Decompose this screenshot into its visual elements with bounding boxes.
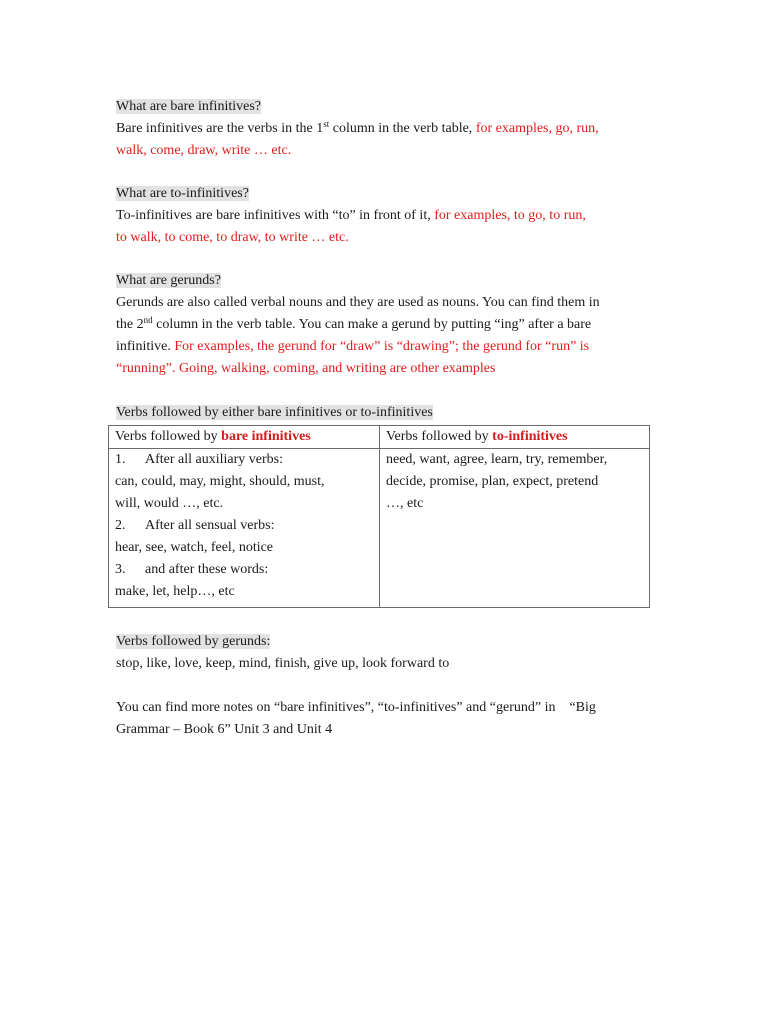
notes-line-2: Grammar – Book 6” Unit 3 and Unit 4 <box>116 722 333 737</box>
gerunds-examples-cont: “running”. Going, walking, coming, and writing are other examples <box>116 361 496 376</box>
list-item: 3. and after these words: <box>115 562 269 577</box>
list-item: 1. After all auxiliary verbs: <box>115 452 284 467</box>
gerund-verbs-list: stop, like, love, keep, mind, finish, give up, look forward to <box>116 656 450 671</box>
gerunds-section <box>116 270 656 380</box>
bare-infinitives-heading: What are bare infinitives? <box>116 99 261 114</box>
to-infinitives-examples-cont: to walk, to come, to draw, to write … etc. <box>116 230 349 245</box>
bare-infinitives-examples: for examples, go, run, <box>475 121 599 136</box>
gerunds-line-3: infinitive. For examples, the gerund for “draw” is “drawing”; the gerund for “run” is <box>116 339 590 354</box>
bare-infinitive-cell: 1. After all auxiliary verbs: can, could, may, might, should, must, will, would …, etc. 2. After all sensual verbs: hear, see, watch, feel, notice 3. and after these words: make, let, help…, etc <box>109 449 380 608</box>
bare-infinitives-section <box>116 96 656 162</box>
table-heading: Verbs followed by either bare infinitives or to-infinitives <box>116 405 433 420</box>
verbs-table <box>108 425 650 608</box>
table-section-heading <box>116 402 656 424</box>
to-infinitive-cell: need, want, agree, learn, try, remember, decide, promise, plan, expect, pretend …, etc <box>380 449 650 608</box>
gerunds-heading: What are gerunds? <box>116 273 221 288</box>
to-infinitives-line-1: To-infinitives are bare infinitives with “to” in front of it, for examples, to go, to run, <box>116 208 586 223</box>
notes-section <box>116 697 656 741</box>
bare-infinitives-examples-cont: walk, come, draw, write … etc. <box>116 143 292 158</box>
list-item: 2. After all sensual verbs: <box>115 518 275 533</box>
to-infinitives-examples: for examples, to go, to run, <box>434 208 586 223</box>
to-infinitives-section <box>116 183 656 249</box>
table-row <box>109 449 650 608</box>
table-header-bare: Verbs followed by bare infinitives <box>109 426 380 449</box>
to-infinitives-heading: What are to-infinitives? <box>116 186 249 201</box>
gerunds-examples: For examples, the gerund for “draw” is “drawing”; the gerund for “run” is <box>174 339 590 354</box>
gerund-verbs-section <box>116 631 656 675</box>
table-header-to: Verbs followed by to-infinitives <box>380 426 650 449</box>
notes-line-1: You can find more notes on “bare infinitives”, “to-infinitives” and “gerund” in “Big <box>116 700 596 715</box>
gerunds-line-1: Gerunds are also called verbal nouns and they are used as nouns. You can find them in <box>116 295 600 310</box>
gerund-verbs-heading: Verbs followed by gerunds: <box>116 634 271 649</box>
table-header-row <box>109 426 650 449</box>
bare-infinitives-line-1: Bare infinitives are the verbs in the 1st column in the verb table, for examples, go, run, <box>116 119 599 136</box>
gerunds-line-2: the 2nd column in the verb table. You can make a gerund by putting “ing” after a bare <box>116 315 592 332</box>
